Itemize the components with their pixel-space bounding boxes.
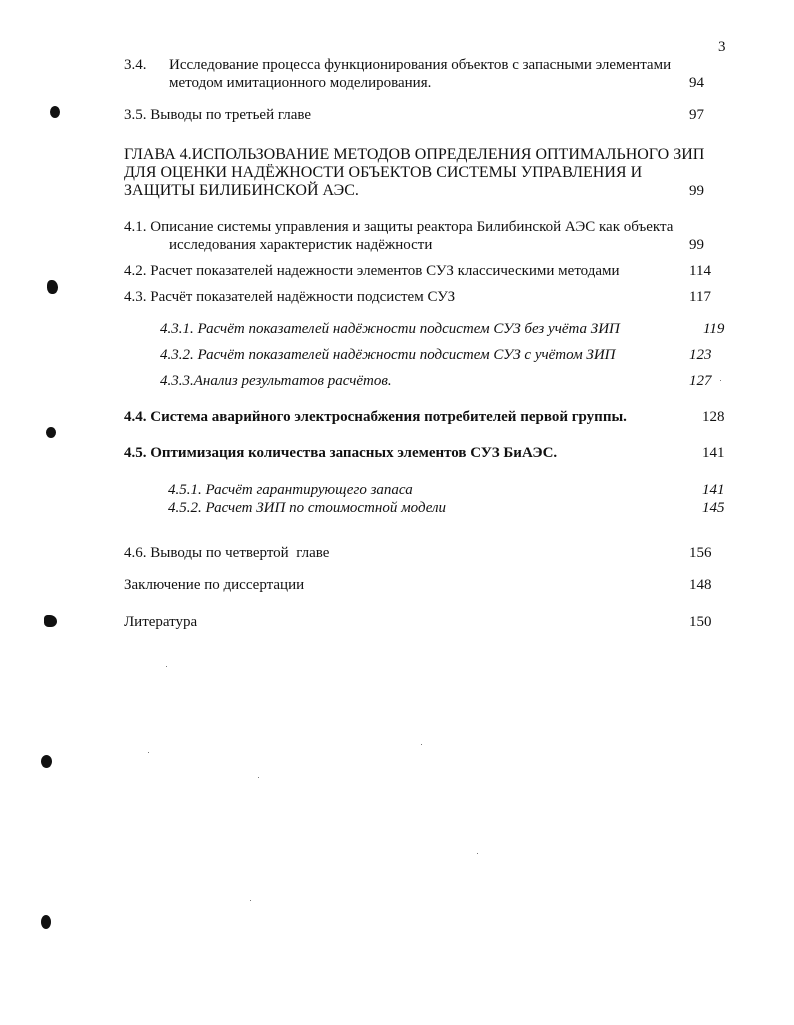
scan-speck	[166, 666, 167, 667]
toc-entry-title: Заключение по диссертации	[124, 577, 305, 593]
toc-entry-number: 3.4.	[124, 57, 147, 73]
toc-entry-page: 94	[689, 75, 704, 91]
scan-speck	[477, 853, 478, 854]
toc-entry-title-line1: 4.1. Описание системы управления и защиты реактора Билибинской АЭС как объекта	[124, 219, 674, 235]
toc-entry-title: 4.5. Оптимизация количества запасных элементов СУЗ БиАЭС.	[124, 445, 558, 461]
chapter-title-line3: ЗАЩИТЫ БИЛИБИНСКОЙ АЭС.	[124, 182, 359, 199]
punch-hole-mark	[41, 915, 51, 929]
toc-entry-title: 4.4. Система аварийного электроснабжения потребителей первой группы.	[124, 409, 627, 425]
toc-entry-page: 148	[689, 577, 712, 593]
toc-entry-page: 97	[689, 107, 704, 123]
toc-entry-title-line2: методом имитационного моделирования.	[169, 75, 432, 91]
punch-hole-mark	[47, 280, 58, 294]
punch-hole-mark	[44, 615, 57, 627]
chapter-title-line1: ГЛАВА 4.ИСПОЛЬЗОВАНИЕ МЕТОДОВ ОПРЕДЕЛЕНИЯ ОПТИМАЛЬНОГО ЗИП	[124, 146, 705, 163]
toc-entry-title: 3.5. Выводы по третьей главе	[124, 107, 312, 123]
toc-entry-page: 114	[689, 263, 711, 279]
toc-entry-page: 156	[689, 545, 712, 561]
toc-entry-title: 4.5.1. Расчёт гарантирующего запаса	[168, 482, 413, 498]
toc-entry-title: 4.2. Расчет показателей надежности элементов СУЗ классическими методами	[124, 263, 620, 279]
toc-entry-page: 150	[689, 614, 712, 630]
toc-entry-page: 99	[689, 237, 704, 253]
scan-speck	[258, 777, 259, 778]
toc-entry-title: 4.3.2. Расчёт показателей надёжности подсистем СУЗ с учётом ЗИП	[160, 347, 616, 363]
toc-entry-page: 145	[702, 500, 725, 516]
scan-speck	[421, 744, 422, 745]
punch-hole-mark	[50, 106, 60, 118]
toc-entry-page: 141	[702, 482, 725, 498]
toc-entry-page: 141	[702, 445, 725, 461]
toc-entry-title-line2: исследования характеристик надёжности	[169, 237, 433, 253]
scan-speck	[148, 752, 149, 753]
toc-entry-page: 117	[689, 289, 711, 305]
toc-entry-title-line1: Исследование процесса функционирования объектов с запасными элементами	[169, 57, 672, 73]
toc-entry-page: 128	[702, 409, 725, 425]
toc-entry-page: 119	[703, 321, 725, 337]
toc-entry-title: 4.6. Выводы по четвертой главе	[124, 545, 330, 561]
toc-entry-title: 4.3.1. Расчёт показателей надёжности подсистем СУЗ без учёта ЗИП	[160, 321, 620, 337]
toc-entry-title: 4.3.3.Анализ результатов расчётов.	[160, 373, 392, 389]
page-number: 3	[718, 39, 726, 55]
punch-hole-mark	[46, 427, 56, 438]
toc-entry-page: 99	[689, 183, 704, 199]
chapter-title-line2: ДЛЯ ОЦЕНКИ НАДЁЖНОСТИ ОБЪЕКТОВ СИСТЕМЫ УПРАВЛЕНИЯ И	[124, 164, 643, 181]
toc-entry-title: 4.3. Расчёт показателей надёжности подсистем СУЗ	[124, 289, 456, 305]
toc-entry-page: 123	[689, 347, 712, 363]
scan-speck	[720, 380, 721, 381]
scan-speck	[250, 900, 251, 901]
toc-entry-title: Литература	[124, 614, 198, 630]
toc-entry-page: 127	[689, 373, 712, 389]
punch-hole-mark	[41, 755, 52, 768]
toc-entry-title: 4.5.2. Расчет ЗИП по стоимостной модели	[168, 500, 447, 516]
